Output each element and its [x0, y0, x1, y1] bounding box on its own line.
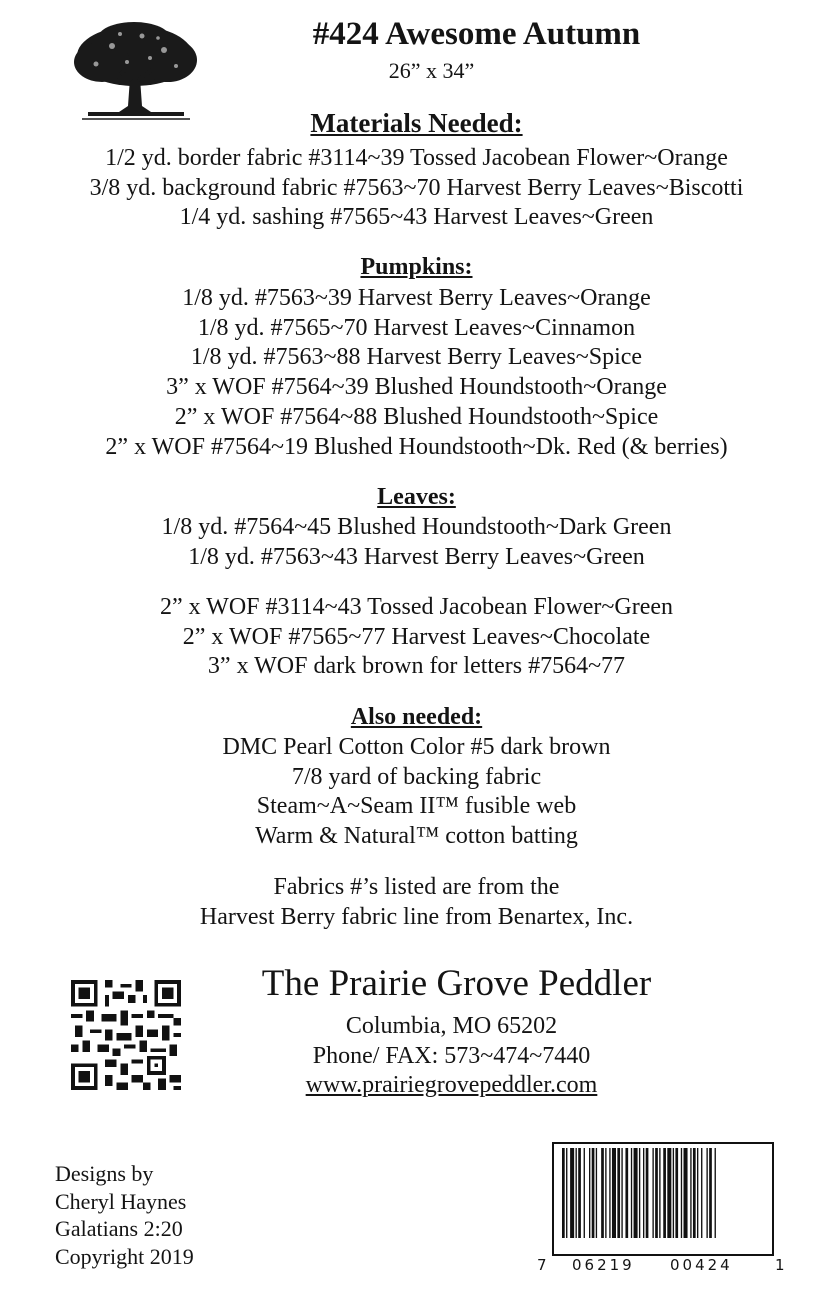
- leaves-heading: Leaves:: [377, 484, 456, 510]
- company-website[interactable]: www.prairiegrovepeddler.com: [305, 1072, 598, 1098]
- design-credits: [55, 1160, 194, 1270]
- list-item: Warm & Natural™ cotton batting: [255, 823, 578, 850]
- materials-heading: Materials Needed:: [310, 108, 523, 138]
- pattern-size: 26” x 34”: [388, 58, 475, 83]
- credit-line: Copyright 2019: [55, 1243, 194, 1269]
- list-item: DMC Pearl Cotton Color #5 dark brown: [222, 734, 611, 760]
- list-item: 2” x WOF #7565~77 Harvest Leaves~Chocolate: [182, 623, 651, 650]
- list-item: 1/8 yd. #7563~39 Harvest Berry Leaves~Orange: [182, 285, 651, 311]
- list-item: 1/8 yd. #7565~70 Harvest Leaves~Cinnamon: [197, 314, 636, 341]
- pumpkins-list: [0, 284, 833, 462]
- materials-list: [0, 144, 833, 233]
- also-needed-heading: Also needed:: [350, 704, 483, 730]
- barcode: [552, 1142, 774, 1256]
- credit-line: Designs by: [55, 1161, 154, 1186]
- leaves-extra-list: [0, 593, 833, 682]
- pattern-title: #424 Awesome Autumn: [312, 16, 641, 52]
- leaves-list: [0, 513, 833, 572]
- list-item: 1/8 yd. #7564~45 Blushed Houndstooth~Dark Green: [161, 514, 672, 540]
- barcode-group-right: 00424: [670, 1256, 733, 1274]
- list-item: 1/8 yd. #7563~88 Harvest Berry Leaves~Spice: [190, 344, 643, 371]
- note-line: Fabrics #’s listed are from the: [273, 874, 560, 900]
- list-item: 2” x WOF #7564~88 Blushed Houndstooth~Spice: [174, 403, 659, 430]
- list-item: 2” x WOF #7564~19 Blushed Houndstooth~Dk. Red (& berries): [105, 433, 728, 460]
- list-item: 3” x WOF #7564~39 Blushed Houndstooth~Orange: [166, 374, 667, 401]
- list-item: 1/4 yd. sashing #7565~43 Harvest Leaves~Green: [179, 204, 654, 231]
- barcode-digit-first: 7: [537, 1256, 547, 1274]
- list-item: 3” x WOF dark brown for letters #7564~77: [207, 653, 626, 680]
- list-item: 1/2 yd. border fabric #3114~39 Tossed Jacobean Flower~Orange: [105, 145, 728, 171]
- barcode-bars: [560, 1148, 766, 1238]
- list-item: 2” x WOF #3114~43 Tossed Jacobean Flower~Green: [159, 594, 674, 620]
- list-item: 1/8 yd. #7563~43 Harvest Berry Leaves~Green: [188, 543, 645, 570]
- company-city: Columbia, MO 65202: [345, 1013, 558, 1039]
- list-item: 7/8 yard of backing fabric: [291, 763, 542, 790]
- credit-line: Cheryl Haynes: [55, 1188, 187, 1214]
- list-item: Steam~A~Seam II™ fusible web: [256, 793, 577, 820]
- also-needed-list: [0, 733, 833, 852]
- pumpkins-heading: Pumpkins:: [360, 254, 473, 280]
- barcode-digit-last: 1: [775, 1256, 785, 1274]
- note-line: Harvest Berry fabric line from Benartex, Inc.: [199, 903, 634, 930]
- fabric-note: [0, 873, 833, 932]
- barcode-group-left: 06219: [572, 1256, 635, 1274]
- company-name: The Prairie Grove Peddler: [261, 963, 652, 1004]
- company-contact: [0, 1012, 833, 1101]
- company-phone: Phone/ FAX: 573~474~7440: [312, 1042, 591, 1069]
- list-item: 3/8 yd. background fabric #7563~70 Harvest Berry Leaves~Biscotti: [89, 174, 744, 201]
- credit-line: Galatians 2:20: [55, 1216, 183, 1241]
